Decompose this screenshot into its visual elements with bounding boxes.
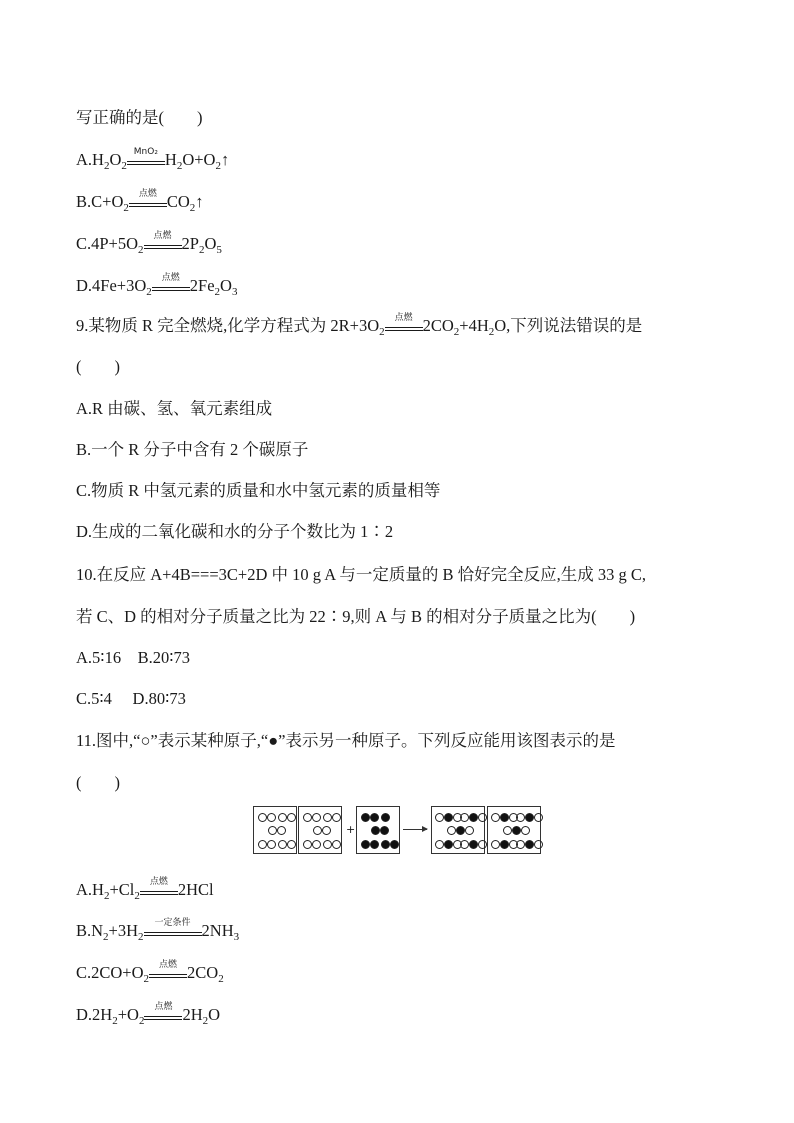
q10-options-ab: A.5∶16 B.20∶73 <box>76 648 191 667</box>
q8-option-d: $D.4Fe+3O_2$ 点燃 $2Fe_2O_3$ <box>76 273 238 298</box>
q9-option-c: C.物质 R 中氢元素的质量和水中氢元素的质量相等 <box>76 481 441 500</box>
q9-option-a: A.R 由碳、氢、氧元素组成 <box>76 399 273 418</box>
q10-options-cd: C.5∶4 D.80∶73 <box>76 689 186 708</box>
reaction-condition: 点燃 <box>144 234 182 254</box>
reaction-condition: 点燃 <box>144 1005 182 1025</box>
q11-option-c: $C.2CO+O_2$ 点燃 $2CO_2$ <box>76 960 224 985</box>
q11-stem: 11.图中,“○”表示某种原子,“●”表示另一种原子。下列反应能用该图表示的是 <box>76 731 616 750</box>
plus-sign: + <box>346 823 356 836</box>
q8-option-b: $B.C+O_2$ 点燃 $CO_2↑$ <box>76 189 204 214</box>
reaction-condition: 一定条件 <box>144 921 202 941</box>
q10-stem-line1: 10.在反应 A+4B===3C+2D 中 10 g A 与一定质量的 B 恰好完全反应,生成 33 g C, <box>76 565 646 584</box>
q8-option-a: $A.H_2O_2$ MnO₂ $H_2O+O_2↑$ <box>76 147 230 172</box>
reaction-condition: 点燃 <box>385 316 423 336</box>
reactant-box-white-2 <box>298 806 342 854</box>
q9-option-b: B.一个 R 分子中含有 2 个碳原子 <box>76 440 309 459</box>
q11-option-b: $B.N_2+3H_2$ 一定条件 $2NH_3$ <box>76 918 240 943</box>
q9-answer-paren: ( ) <box>76 357 120 376</box>
reaction-arrow <box>403 829 427 830</box>
q11-answer-paren: ( ) <box>76 773 120 792</box>
reactant-box-black <box>356 806 400 854</box>
reaction-condition: MnO₂ <box>127 150 165 170</box>
product-box-2 <box>487 806 541 854</box>
q9-option-d: D.生成的二氧化碳和水的分子个数比为 1∶2 <box>76 522 394 541</box>
q8-option-c: $C.4P+5O_2$ 点燃 $2P_2O_5$ <box>76 231 222 256</box>
reaction-condition: 点燃 <box>140 880 178 900</box>
reaction-condition: 点燃 <box>129 192 167 212</box>
reactant-box-white-1 <box>253 806 297 854</box>
q11-option-a: $A.H_2+Cl_2$ 点燃 2HCl <box>76 877 214 902</box>
reaction-condition: 点燃 <box>149 963 187 983</box>
product-box-1 <box>431 806 485 854</box>
q11-option-d: $D.2H_2+O_2$ 点燃 $2H_2O$ <box>76 1002 221 1027</box>
molecule-diagram <box>253 806 543 856</box>
q8-stem-tail: 写正确的是( ) <box>76 108 203 127</box>
q10-stem-line2: 若 C、D 的相对分子质量之比为 22∶9,则 A 与 B 的相对分子质量之比为( ) <box>76 607 636 626</box>
q9-stem: 9.某物质 R 完全燃烧,化学方程式为 $2R+3O_2$ 点燃 $2CO_2+4H_2O$,下列说法错误的是 <box>76 313 643 338</box>
reaction-condition: 点燃 <box>152 276 190 296</box>
